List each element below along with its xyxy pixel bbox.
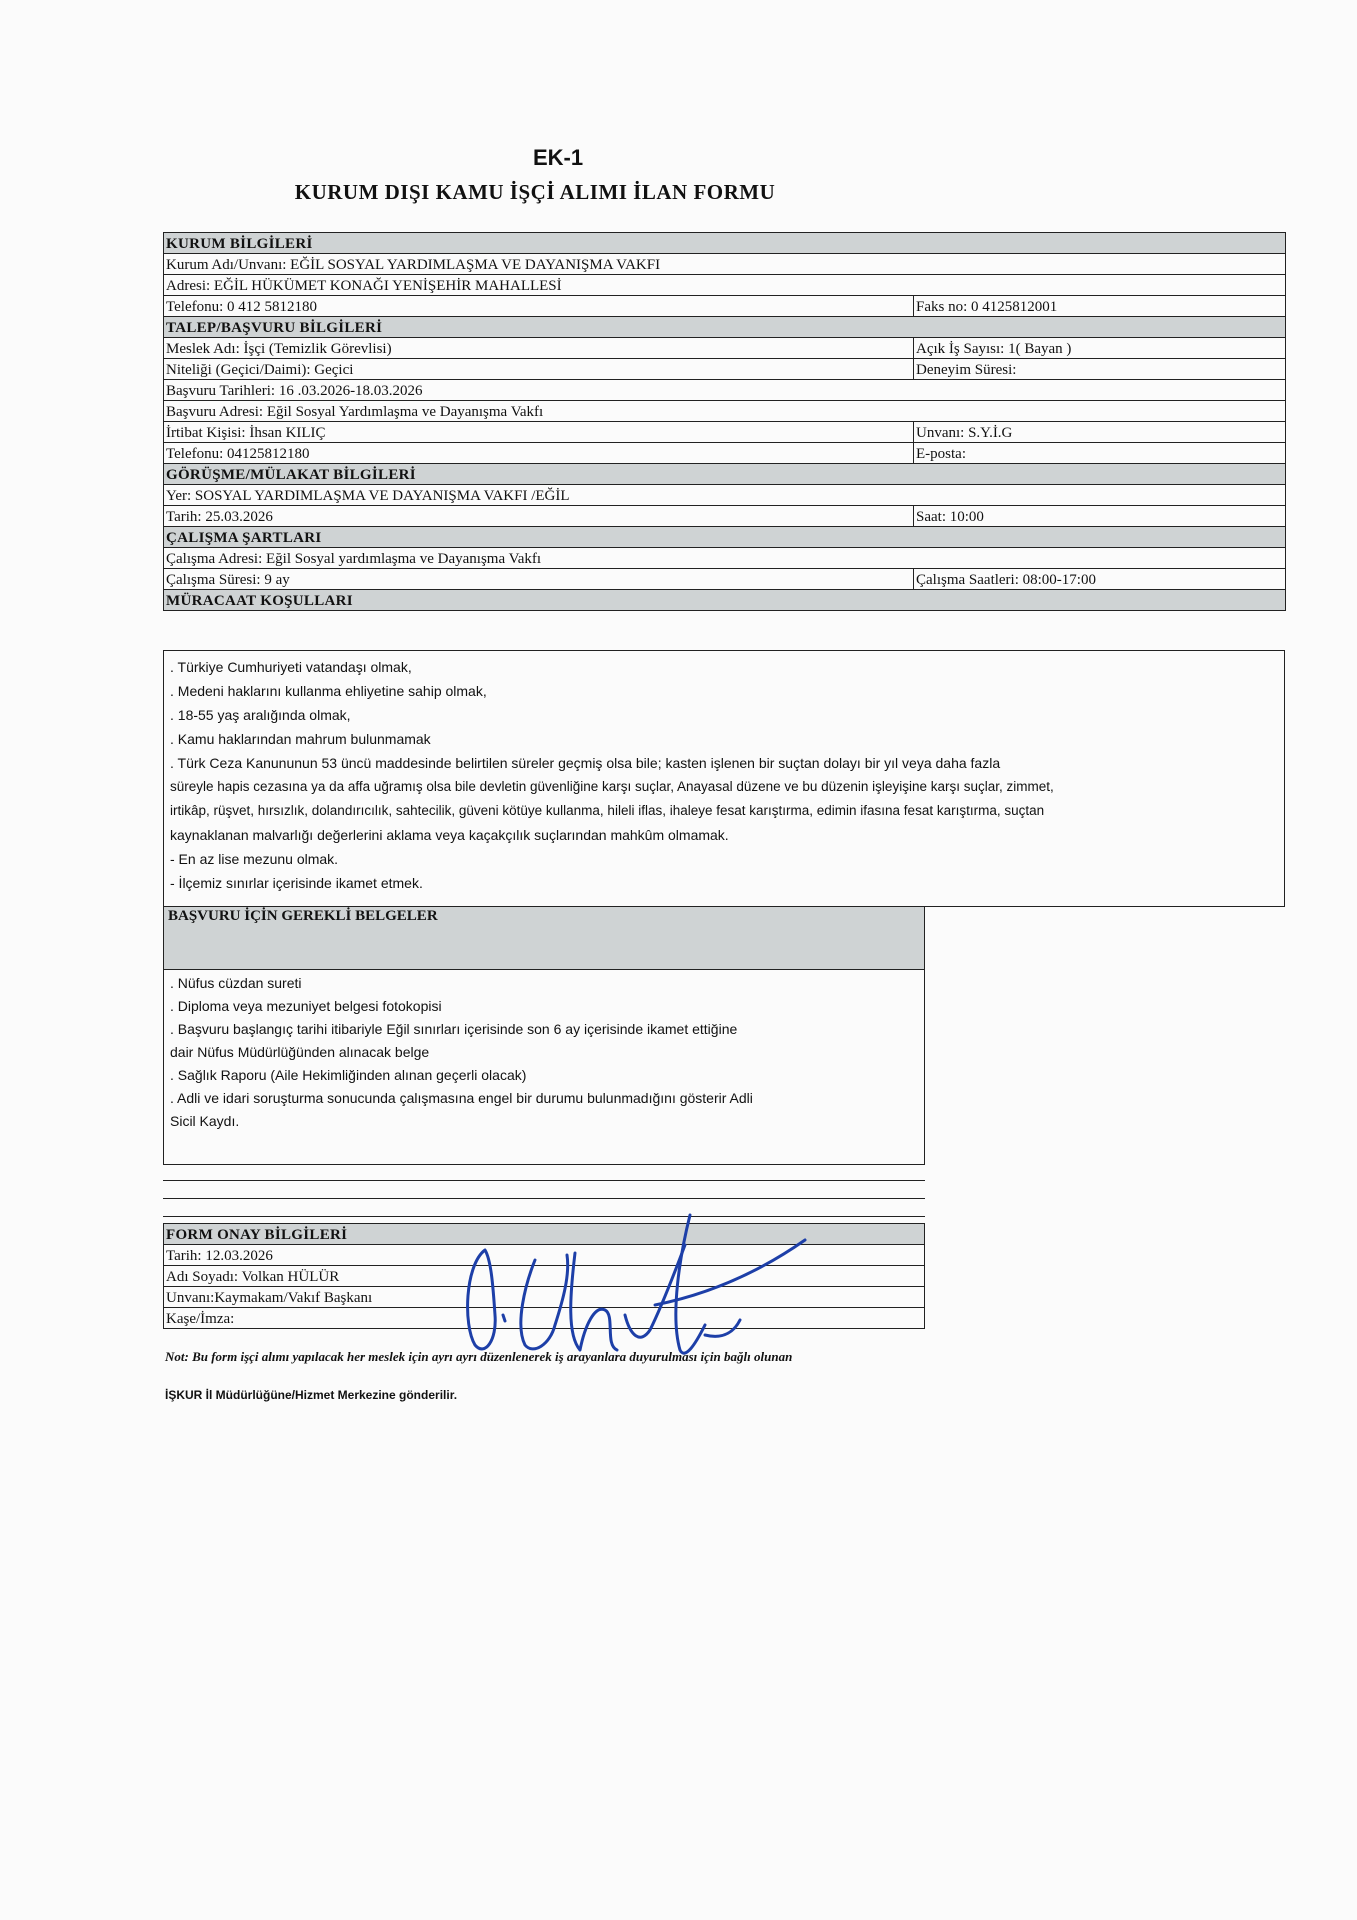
onay-adi-soyadi: Adı Soyadı: Volkan HÜLÜR xyxy=(164,1266,925,1287)
list-item: süreyle hapis cezasına ya da affa uğramış olsa bile devletin güvenliğine karşı suçlar, Anayasal düzene ve bu düzenin işleyişine karşı suçlar, zimmet, xyxy=(170,779,1054,794)
irtibat-telefonu: Telefonu: 04125812180 xyxy=(164,443,914,464)
section-kurum xyxy=(164,233,1286,254)
irtibat-kisisi: İrtibat Kişisi: İhsan KILIÇ xyxy=(164,422,914,443)
calisma-suresi: Çalışma Süresi: 9 ay xyxy=(164,569,914,590)
irtibat-unvani: Unvanı: S.Y.İ.G xyxy=(914,422,1286,443)
section-title: TALEP/BAŞVURU BİLGİLERİ xyxy=(164,317,1286,338)
divider xyxy=(163,1198,925,1199)
list-item: dair Nüfus Müdürlüğünden alınacak belge xyxy=(170,1044,430,1060)
info-table xyxy=(163,232,1286,611)
section-gorusme xyxy=(164,464,1286,485)
list-item: . Adli ve idari soruşturma sonucunda çalışmasına engel bir durumu bulunmadığını gösterir Adli xyxy=(170,1090,753,1106)
niteligi: Niteliği (Geçici/Daimi): Geçici xyxy=(164,359,914,380)
section-belgeler xyxy=(163,906,925,970)
section-title: ÇALIŞMA ŞARTLARI xyxy=(164,527,1286,548)
deneyim-suresi: Deneyim Süresi: xyxy=(914,359,1286,380)
muracaat-list xyxy=(163,650,1285,907)
list-item: . Türkiye Cumhuriyeti vatandaşı olmak, xyxy=(170,659,412,675)
meslek-adi: Meslek Adı: İşçi (Temizlik Görevlisi) xyxy=(164,338,914,359)
basvuru-tarihleri: Başvuru Tarihleri: 16 .03.2026-18.03.2026 xyxy=(164,380,1286,401)
page-title: KURUM DIŞI KAMU İŞÇİ ALIMI İLAN FORMU xyxy=(294,180,776,204)
gorusme-tarihi: Tarih: 25.03.2026 xyxy=(164,506,914,527)
section-title: BAŞVURU İÇİN GEREKLİ BELGELER xyxy=(168,908,438,924)
list-item: kaynaklanan malvarlığı değerlerini aklama veya kaçakçılık suçlarından mahkûm olmamak. xyxy=(170,827,729,843)
list-item: irtikâp, rüşvet, hırsızlık, dolandırıcılık, sahtecilik, güveni kötüye kullanma, hileli iflas, ihaleye fesat karıştırma, edimin ifasına fesat karıştırma, suçtan xyxy=(170,803,1045,818)
section-title: MÜRACAAT KOŞULLARI xyxy=(164,590,1286,611)
section-onay xyxy=(164,1224,925,1245)
kurum-adres: Adresi: EĞİL HÜKÜMET KONAĞI YENİŞEHİR MAHALLESİ xyxy=(164,275,1286,296)
section-title: KURUM BİLGİLERİ xyxy=(164,233,1286,254)
divider xyxy=(163,1216,925,1217)
belgeler-list xyxy=(163,969,925,1165)
kurum-telefon: Telefonu: 0 412 5812180 xyxy=(164,296,914,317)
form-code: EK-1 xyxy=(532,145,584,170)
section-title: GÖRÜŞME/MÜLAKAT BİLGİLERİ xyxy=(164,464,1286,485)
onay-table xyxy=(163,1223,925,1329)
acik-is-sayisi: Açık İş Sayısı: 1( Bayan ) xyxy=(914,338,1286,359)
list-item: . Başvuru başlangıç tarihi itibariyle Eğil sınırları içerisinde son 6 ay içerisinde ikamet ettiğine xyxy=(170,1021,738,1037)
list-item: . Diploma veya mezuniyet belgesi fotokopisi xyxy=(170,998,442,1014)
section-talep xyxy=(164,317,1286,338)
calisma-adresi: Çalışma Adresi: Eğil Sosyal yardımlaşma ve Dayanışma Vakfı xyxy=(164,548,1286,569)
list-item: . Nüfus cüzdan sureti xyxy=(170,975,302,991)
onay-unvan: Unvanı:Kaymakam/Vakıf Başkanı xyxy=(164,1287,925,1308)
list-item: . 18-55 yaş aralığında olmak, xyxy=(170,707,351,723)
list-item: . Kamu haklarından mahrum bulunmamak xyxy=(170,731,431,747)
list-item: . Türk Ceza Kanununun 53 üncü maddesinde belirtilen süreler geçmiş olsa bile; kasten işlenen bir suçtan dolayı bir yıl veya daha fazla xyxy=(170,755,1001,771)
calisma-saatleri: Çalışma Saatleri: 08:00-17:00 xyxy=(914,569,1286,590)
kurum-faks: Faks no: 0 4125812001 xyxy=(914,296,1286,317)
list-item: . Medeni haklarını kullanma ehliyetine sahip olmak, xyxy=(170,683,487,699)
onay-kase-imza: Kaşe/İmza: xyxy=(164,1308,925,1329)
footer-note: Not: Bu form işçi alımı yapılacak her meslek için ayrı ayrı düzenlenerek iş arayanlara duyurulması için bağlı olunan xyxy=(165,1349,793,1364)
list-item: Sicil Kaydı. xyxy=(170,1113,240,1129)
list-item: . Sağlık Raporu (Aile Hekimliğinden alınan geçerli olacak) xyxy=(170,1067,527,1083)
kurum-adi: Kurum Adı/Unvanı: EĞİL SOSYAL YARDIMLAŞMA VE DAYANIŞMA VAKFI xyxy=(164,254,1286,275)
irtibat-eposta: E-posta: xyxy=(914,443,1286,464)
gorusme-yeri: Yer: SOSYAL YARDIMLAŞMA VE DAYANIŞMA VAKFI /EĞİL xyxy=(164,485,1286,506)
section-calisma xyxy=(164,527,1286,548)
divider xyxy=(163,1180,925,1181)
footer-iskur: İŞKUR İl Müdürlüğüne/Hizmet Merkezine gönderilir. xyxy=(165,1388,458,1402)
gorusme-saati: Saat: 10:00 xyxy=(914,506,1286,527)
basvuru-adresi: Başvuru Adresi: Eğil Sosyal Yardımlaşma ve Dayanışma Vakfı xyxy=(164,401,1286,422)
list-item: - En az lise mezunu olmak. xyxy=(170,851,339,867)
list-item: - İlçemiz sınırlar içerisinde ikamet etmek. xyxy=(170,875,423,891)
section-title: FORM ONAY BİLGİLERİ xyxy=(164,1224,925,1245)
onay-tarih: Tarih: 12.03.2026 xyxy=(164,1245,925,1266)
section-muracaat xyxy=(164,590,1286,611)
